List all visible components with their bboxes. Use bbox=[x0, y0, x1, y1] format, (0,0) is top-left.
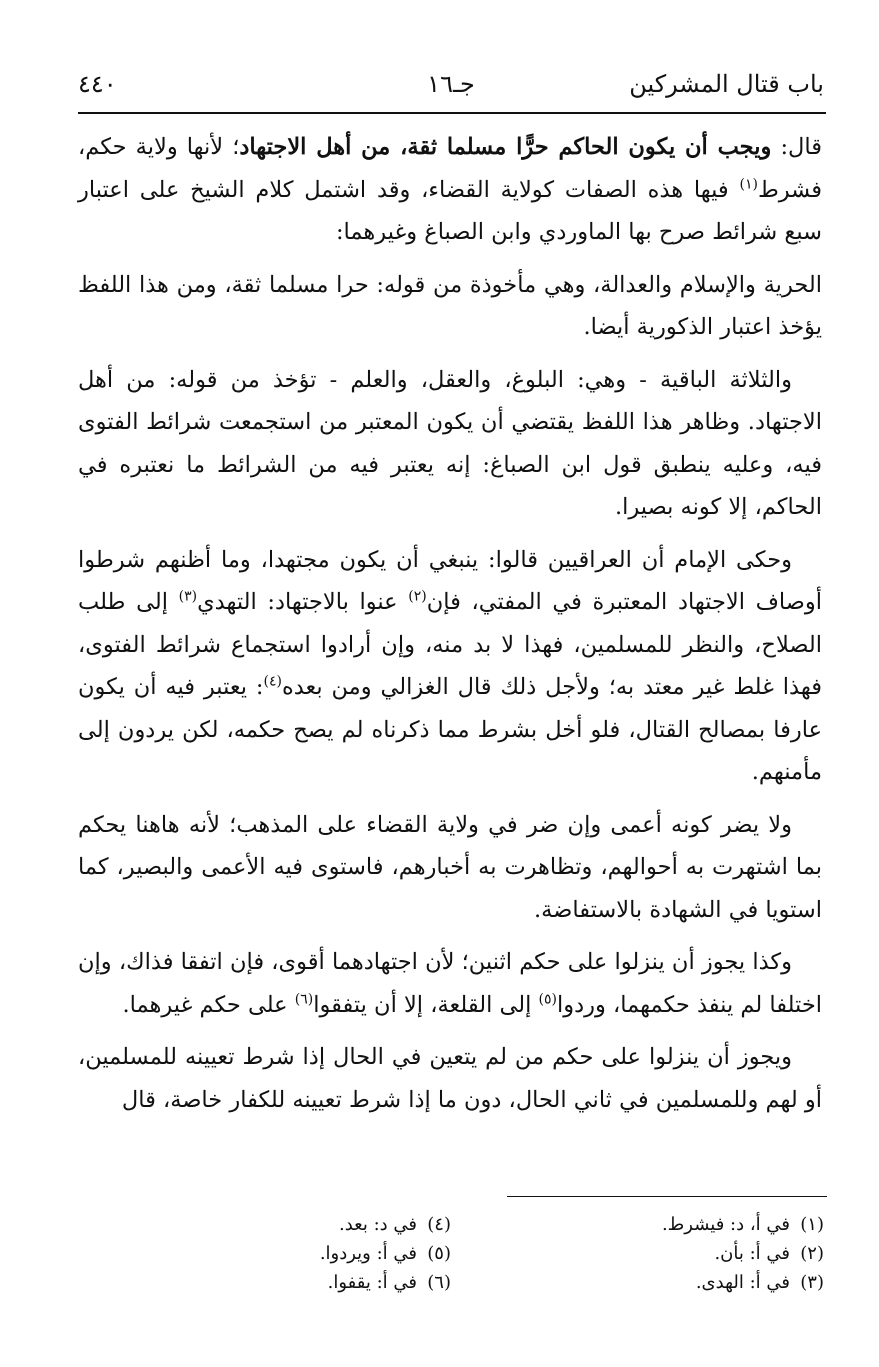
footnote bbox=[451, 1268, 824, 1297]
footnote-number: (١) bbox=[800, 1214, 824, 1235]
footnote-number: (٦) bbox=[427, 1272, 451, 1293]
footnote-number: (٢) bbox=[800, 1243, 824, 1264]
text-run: إلى القلعة، إلا أن يتفقوا bbox=[313, 991, 539, 1018]
page-header bbox=[78, 62, 824, 102]
footnote-text: في د: بعد. bbox=[339, 1214, 417, 1235]
paragraph bbox=[78, 539, 822, 794]
paragraph: الحرية والإسلام والعدالة، وهي مأخوذة من قوله: حرا مسلما ثقة، ومن هذا اللفظ يؤخذ اعتبار الذكورية أيضا. bbox=[78, 271, 822, 340]
footnote-text: في أ: يقفوا. bbox=[327, 1272, 417, 1293]
paragraph: ويجوز أن ينزلوا على حكم من لم يتعين في الحال إذا شرط تعيينه للمسلمين، أو لهم وللمسلمين في ثاني الحال، دون ما إذا شرط تعيينه للكفار خاصة، قال bbox=[78, 1044, 822, 1113]
text-run: قال: bbox=[771, 134, 822, 160]
chapter-title: باب قتال المشركين bbox=[629, 70, 824, 98]
text-run: إلى طلب الصلاح، والنظر للمسلمين، فهذا لا بد منه، وإن أرادوا استجماع شرائط الفتوى، فهذا غلط غير معتد به؛ ولأجل ذلك قال الغزالي ومن بعده bbox=[78, 589, 822, 700]
volume-label: جـ١٦ bbox=[427, 70, 475, 98]
main-text bbox=[78, 126, 822, 1131]
footnotes bbox=[78, 1210, 824, 1297]
footnote bbox=[78, 1268, 451, 1297]
footnote-divider bbox=[507, 1196, 827, 1197]
text-run: على حكم غيرهما. bbox=[122, 991, 295, 1018]
footnote bbox=[78, 1210, 451, 1239]
text-run: وكذا يجوز أن ينزلوا على حكم اثنين؛ لأن اجتهادهما أقوى، فإن اتفقا فذاك، وإن اختلفا لم ينفذ حكمهما، وردوا bbox=[78, 949, 822, 1018]
paragraph: والثلاثة الباقية - وهي: البلوغ، والعقل، والعلم - تؤخذ من قوله: من أهل الاجتهاد. وظاهر هذا اللفظ يقتضي أن يكون المعتبر من استجمعت شرائط الفتوى فيه، وعليه ينطبق قول ابن الصباغ: إنه يعتبر فيه من الشرائط ما نعتبره في الحاكم، إلا كونه بصيرا. bbox=[78, 366, 822, 520]
footnote-ref[interactable]: (٥) bbox=[538, 991, 557, 1007]
footnote-ref[interactable]: (٦) bbox=[294, 991, 314, 1007]
footnote-column-left bbox=[78, 1210, 451, 1297]
footnote-number: (٣) bbox=[800, 1272, 824, 1293]
footnote bbox=[451, 1210, 824, 1239]
text-run: فيها هذه الصفات كولاية القضاء، وقد اشتمل كلام الشيخ على اعتبار سبع شرائط صرح بها الماوردي وابن الصباغ وغيرهما: bbox=[78, 176, 822, 245]
footnote-column-right bbox=[451, 1210, 824, 1297]
footnote-text: في أ: الهدى. bbox=[695, 1272, 790, 1293]
text-run: : يعتبر فيه أن يكون عارفا بمصالح القتال، فلو أخل بشرط مما ذكرناه لم يصح حكمه، لكن يردون إلى مأمنهم. bbox=[78, 674, 822, 785]
paragraph bbox=[78, 126, 822, 254]
paragraph: ولا يضر كونه أعمى وإن ضر في ولاية القضاء على المذهب؛ لأنه هاهنا يحكم بما اشتهرت به أحوالهم، وتظاهرت به أخبارهم، فاستوى فيه الأعمى والبصير، كما استويا في الشهادة بالاستفاضة. bbox=[78, 811, 822, 923]
bold-text: ويجب أن يكون الحاكم حرًّا مسلما ثقة، bbox=[390, 134, 772, 160]
footnote-number: (٥) bbox=[427, 1243, 451, 1264]
text-run: ؛ لأنها ولاية حكم، فشرط bbox=[78, 134, 822, 203]
footnote-ref[interactable]: (٣) bbox=[178, 588, 198, 605]
footnote-number: (٤) bbox=[427, 1214, 451, 1235]
page-number: ٤٤٠ bbox=[78, 70, 117, 98]
footnote-ref[interactable]: (٤) bbox=[263, 673, 282, 690]
footnote bbox=[451, 1239, 824, 1268]
bold-text: من أهل الاجتهاد bbox=[239, 134, 391, 160]
text-run: وحكى الإمام أن العراقيين قالوا: ينبغي أن يكون مجتهدا، وما أظنهم شرطوا أوصاف الاجتهاد المعتبرة في المفتي، فإن bbox=[78, 546, 823, 615]
footnote-ref[interactable]: (١) bbox=[739, 176, 758, 192]
text-run: عنوا بالاجتهاد: التهدي bbox=[197, 589, 409, 615]
footnote-text: في أ: ويردوا. bbox=[319, 1243, 417, 1264]
footnote-text: في أ، د: فيشرط. bbox=[661, 1214, 790, 1235]
paragraph bbox=[78, 941, 822, 1026]
footnote bbox=[78, 1239, 451, 1268]
header-divider bbox=[78, 112, 826, 114]
footnote-ref[interactable]: (٢) bbox=[408, 588, 427, 605]
footnote-text: في أ: بأن. bbox=[714, 1243, 790, 1264]
